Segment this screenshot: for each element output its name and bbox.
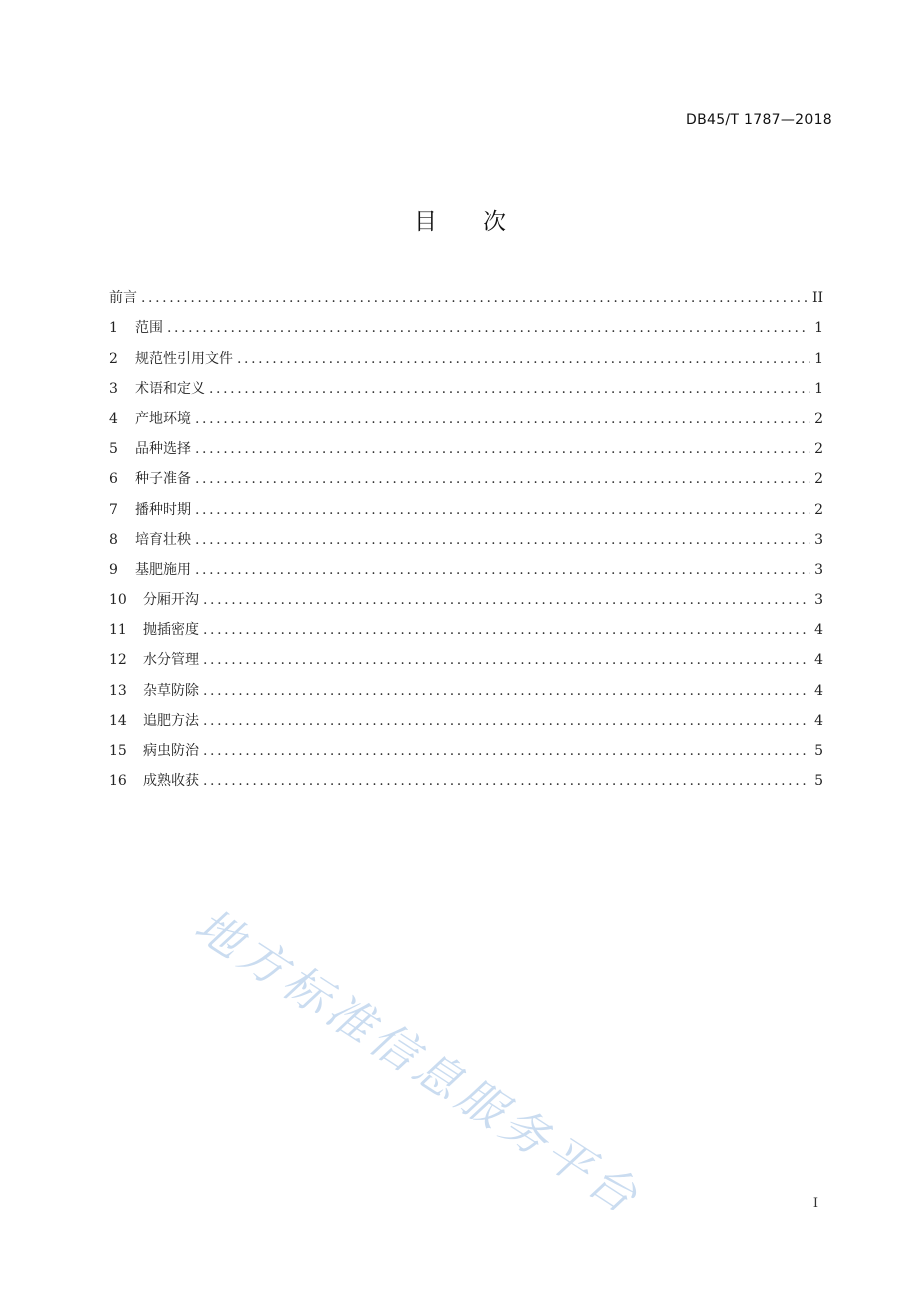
toc-entry[interactable]: [109, 308, 823, 338]
toc-entry-label: 播种时期: [135, 501, 191, 518]
toc-dot-leader: [195, 560, 810, 580]
toc-entry-label: 规范性引用文件: [135, 350, 233, 367]
watermark: 地方标准信息服务平台: [185, 897, 652, 1227]
toc-entry-page: 4: [814, 652, 823, 669]
toc-entry-label: 术语和定义: [135, 380, 205, 397]
toc-entry-page: 4: [814, 712, 823, 729]
toc-entry[interactable]: [109, 670, 823, 700]
toc-entry-page: 1: [814, 380, 823, 397]
toc-entry-number: 14: [109, 712, 127, 729]
toc-entry-number: 10: [109, 592, 127, 609]
toc-entry-label: 水分管理: [143, 652, 199, 669]
page-number: I: [812, 1196, 818, 1211]
toc-dot-leader: [203, 620, 810, 640]
toc-entry-number: 5: [109, 441, 118, 458]
toc-dot-leader: [195, 469, 810, 489]
toc-entry[interactable]: [109, 610, 823, 640]
toc-dot-leader: [203, 681, 810, 701]
toc-entry-page: 3: [814, 561, 823, 578]
toc-entry-label: 种子准备: [135, 471, 191, 488]
toc-entry-number: 2: [109, 350, 118, 367]
toc-entry-number: 12: [109, 652, 127, 669]
toc-dot-leader: [203, 741, 810, 761]
toc-entry-number: 9: [109, 561, 118, 578]
toc-entry[interactable]: [109, 399, 823, 429]
toc-entry-label: 杂草防除: [143, 682, 199, 699]
toc-dot-leader: [203, 711, 810, 731]
toc-entry-number: 16: [109, 773, 127, 790]
toc-entry[interactable]: [109, 761, 823, 791]
toc-entry-label: 产地环境: [135, 410, 191, 427]
toc-entry-label: 病虫防治: [143, 743, 199, 759]
toc-entry-page: 5: [814, 773, 823, 790]
toc-entry-label: 抛插密度: [143, 622, 199, 639]
toc-entry-number: 7: [109, 501, 118, 518]
toc-entry[interactable]: [109, 731, 823, 761]
toc-entry[interactable]: [109, 429, 823, 459]
toc-entry-page: II: [811, 290, 823, 307]
toc-entry-label: 基肥施用: [135, 561, 191, 578]
toc-entry-label: 分厢开沟: [143, 592, 199, 609]
toc-entry-number: 3: [109, 380, 118, 397]
toc-entry-number: 4: [109, 410, 118, 427]
toc-entry-label: 成熟收获: [143, 773, 199, 790]
toc-entry-number: 1: [109, 320, 118, 337]
toc-entry-number: 15: [109, 743, 127, 759]
toc-entry-label: 追肥方法: [143, 712, 199, 729]
toc-entry-label: 范围: [135, 320, 163, 337]
table-of-contents: [109, 278, 823, 791]
toc-entry[interactable]: [109, 640, 823, 670]
document-code: DB45/T 1787—2018: [686, 112, 832, 128]
toc-entry[interactable]: [109, 338, 823, 368]
toc-entry[interactable]: [109, 701, 823, 731]
toc-entry-page: 2: [814, 501, 823, 518]
toc-entry-page: 4: [814, 682, 823, 699]
toc-entry-label: 前言: [109, 290, 137, 307]
toc-entry-page: 2: [814, 410, 823, 427]
toc-entry-label: 品种选择: [135, 441, 191, 458]
toc-dot-leader: [141, 288, 808, 308]
toc-entry-page: 2: [814, 441, 823, 458]
toc-dot-leader: [167, 318, 810, 338]
toc-dot-leader: [195, 500, 810, 520]
toc-entry-number: 8: [109, 531, 118, 548]
page-title: 目次: [414, 209, 552, 235]
toc-entry[interactable]: [109, 278, 823, 308]
toc-entry-number: 11: [109, 622, 127, 639]
toc-entry[interactable]: [109, 369, 823, 399]
toc-entry-page: 2: [814, 471, 823, 488]
toc-entry-number: 6: [109, 471, 118, 488]
toc-entry[interactable]: [109, 580, 823, 610]
toc-entry[interactable]: [109, 550, 823, 580]
toc-dot-leader: [237, 349, 810, 369]
toc-dot-leader: [195, 530, 810, 550]
toc-entry-page: 4: [814, 622, 823, 639]
toc-dot-leader: [195, 439, 810, 459]
toc-entry-page: 1: [814, 350, 823, 367]
toc-entry-page: 5: [814, 743, 823, 759]
toc-entry-page: 1: [814, 320, 823, 337]
toc-entry-page: 3: [814, 531, 823, 548]
toc-entry[interactable]: [109, 489, 823, 519]
toc-dot-leader: [209, 379, 810, 399]
toc-dot-leader: [203, 771, 810, 791]
toc-entry[interactable]: [109, 459, 823, 489]
toc-entry[interactable]: [109, 520, 823, 550]
toc-dot-leader: [203, 590, 810, 610]
toc-dot-leader: [195, 409, 810, 429]
toc-entry-page: 3: [814, 592, 823, 609]
toc-entry-number: 13: [109, 682, 127, 699]
toc-entry-label: 培育壮秧: [135, 531, 191, 548]
toc-dot-leader: [203, 650, 810, 670]
